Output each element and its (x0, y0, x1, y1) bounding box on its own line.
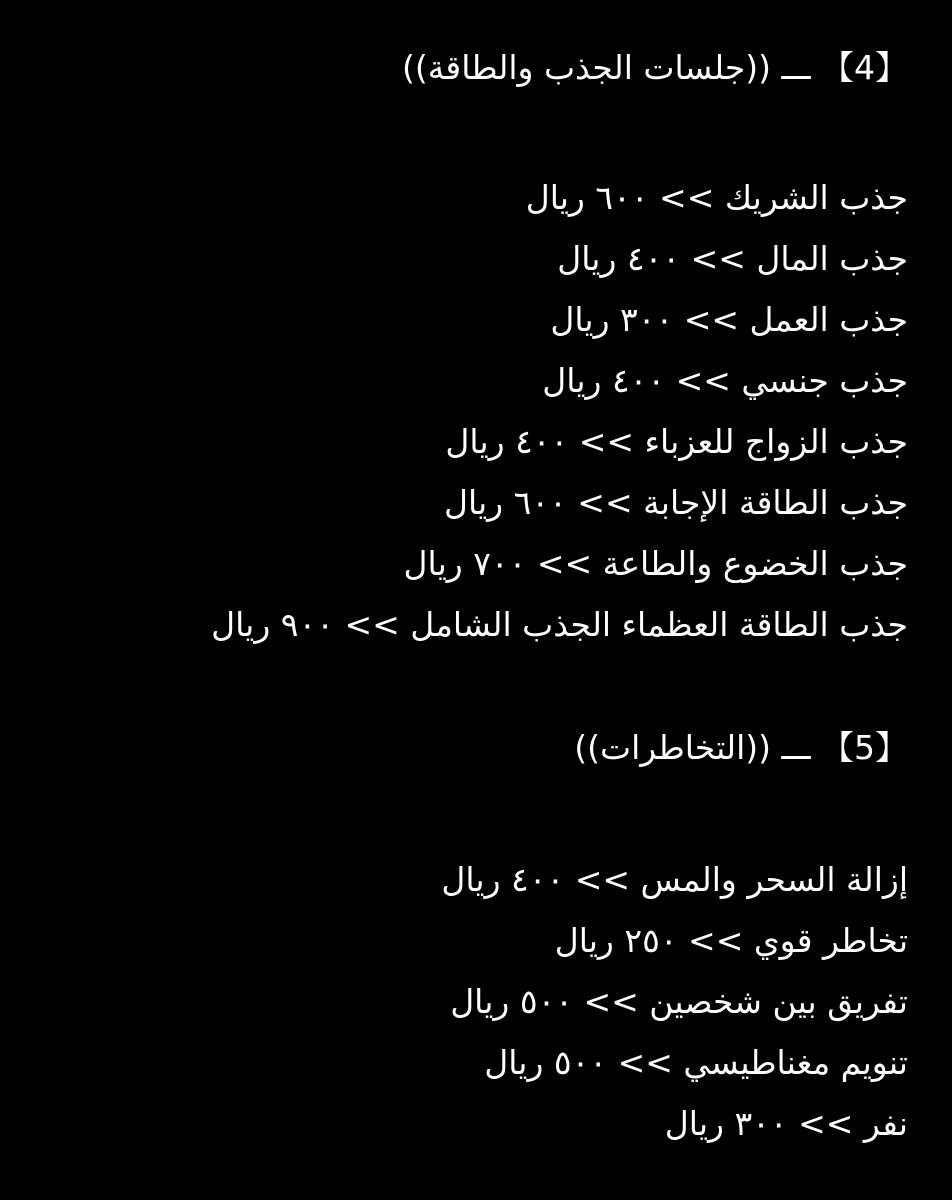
section-heading-attraction-sessions: 【4】 ـــ ((جلسات الجذب والطاقة)) (401, 48, 908, 87)
list-item: تنويم مغناطيسي >> ٥٠٠ ريال (484, 1043, 908, 1082)
list-item: جذب الطاقة العظماء الجذب الشامل >> ٩٠٠ ريال (211, 605, 908, 644)
attraction-sessions-list (211, 176, 908, 664)
list-item: نفر >> ٣٠٠ ريال (664, 1104, 908, 1143)
list-item: جذب الشريك >> ٦٠٠ ريال (525, 178, 908, 217)
list-item: جذب الخضوع والطاعة >> ٧٠٠ ريال (403, 544, 908, 583)
list-item: تخاطر قوي >> ٢٥٠ ريال (554, 921, 908, 960)
list-item: جذب جنسي >> ٤٠٠ ريال (542, 361, 908, 400)
list-item: جذب المال >> ٤٠٠ ريال (557, 239, 908, 278)
section-heading-telepathy: 【5】 ـــ ((التخاطرات)) (574, 728, 908, 767)
telepathy-list (441, 858, 908, 1163)
list-item: جذب العمل >> ٣٠٠ ريال (550, 300, 908, 339)
list-item: جذب الطاقة الإجابة >> ٦٠٠ ريال (443, 483, 908, 522)
list-item: تفريق بين شخصين >> ٥٠٠ ريال (450, 982, 908, 1021)
list-item: إزالة السحر والمس >> ٤٠٠ ريال (441, 860, 908, 899)
list-item: جذب الزواج للعزباء >> ٤٠٠ ريال (445, 422, 908, 461)
